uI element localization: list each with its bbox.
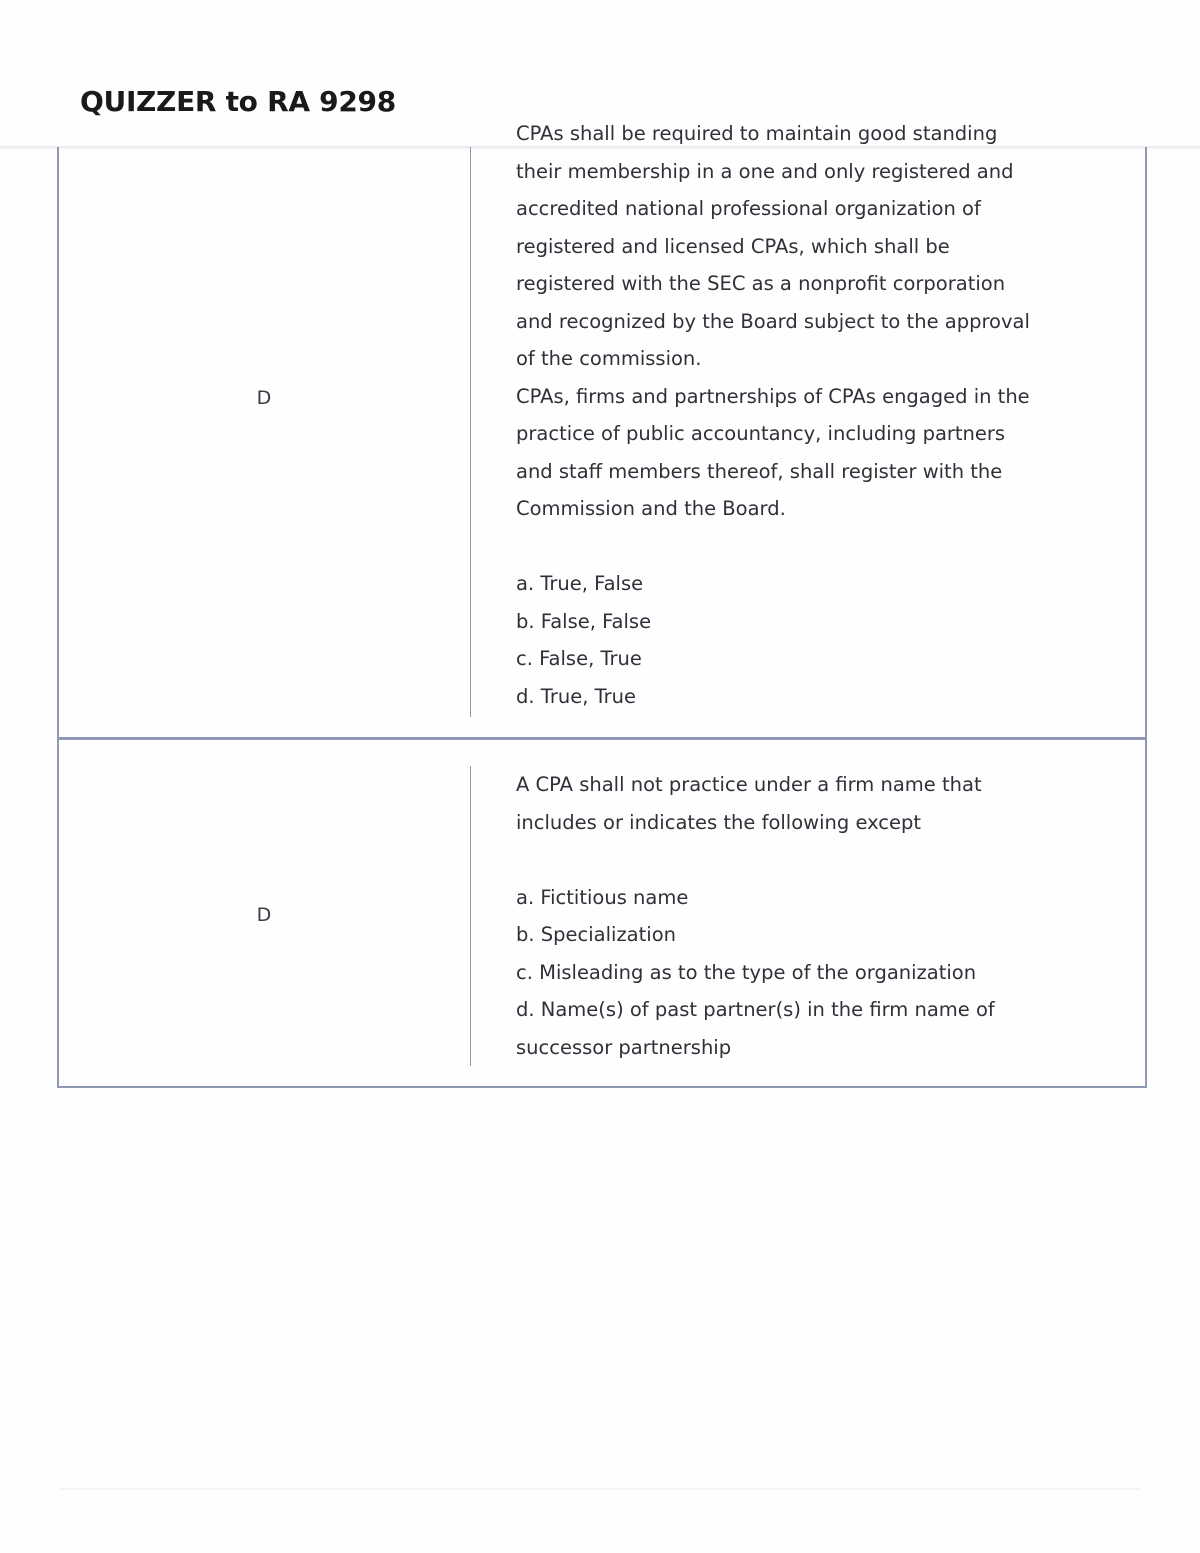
choice-d: d. Name(s) of past partner(s) in the firm name of — [516, 998, 995, 1021]
definition-line: registered and licensed CPAs, which shall be — [516, 234, 950, 258]
flashcard[interactable] — [57, 122, 1147, 740]
column-divider — [470, 766, 471, 1066]
flashcard[interactable] — [57, 740, 1147, 1088]
definition-line: A CPA shall not practice under a firm name that — [516, 773, 982, 796]
definition-line: of the commission. — [516, 347, 702, 370]
definition-line: Commission and the Board. — [516, 497, 786, 520]
choice-b: b. False, False — [516, 609, 652, 633]
choice-a: a. Fictitious name — [516, 885, 689, 909]
definition-line: CPAs shall be required to maintain good standing — [516, 122, 998, 145]
choice-c: c. False, True — [516, 647, 642, 670]
definition-line: and recognized by the Board subject to the approval — [516, 309, 1030, 333]
flashcard-content — [59, 740, 1145, 1086]
choice-a: a. True, False — [516, 572, 644, 595]
definition-line: practice of public accountancy, including partners — [516, 422, 1006, 445]
page-title: QUIZZER to RA 9298 — [80, 85, 396, 118]
definition-line: accredited national professional organization of — [516, 197, 981, 220]
definition-line: registered with the SEC as a nonprofit corporation — [516, 272, 1006, 295]
definition-line: includes or indicates the following except — [516, 810, 922, 834]
column-divider — [470, 147, 471, 717]
definition-line: their membership in a one and only registered and — [516, 159, 1014, 183]
question-definition — [516, 115, 1086, 715]
answer-term: D — [256, 387, 272, 409]
question-definition — [516, 766, 1086, 1066]
definition-line: CPAs, firms and partnerships of CPAs engaged in the — [516, 384, 1030, 408]
choice-b: b. Specialization — [516, 923, 676, 946]
footer-divider — [60, 1488, 1140, 1490]
definition-line: and staff members thereof, shall register with the — [516, 459, 1003, 483]
choice-c: c. Misleading as to the type of the organization — [516, 960, 977, 984]
choice-d-continued: successor partnership — [516, 1035, 732, 1059]
choice-d: d. True, True — [516, 684, 637, 708]
answer-term: D — [256, 904, 272, 926]
flashcard-content — [59, 122, 1145, 737]
